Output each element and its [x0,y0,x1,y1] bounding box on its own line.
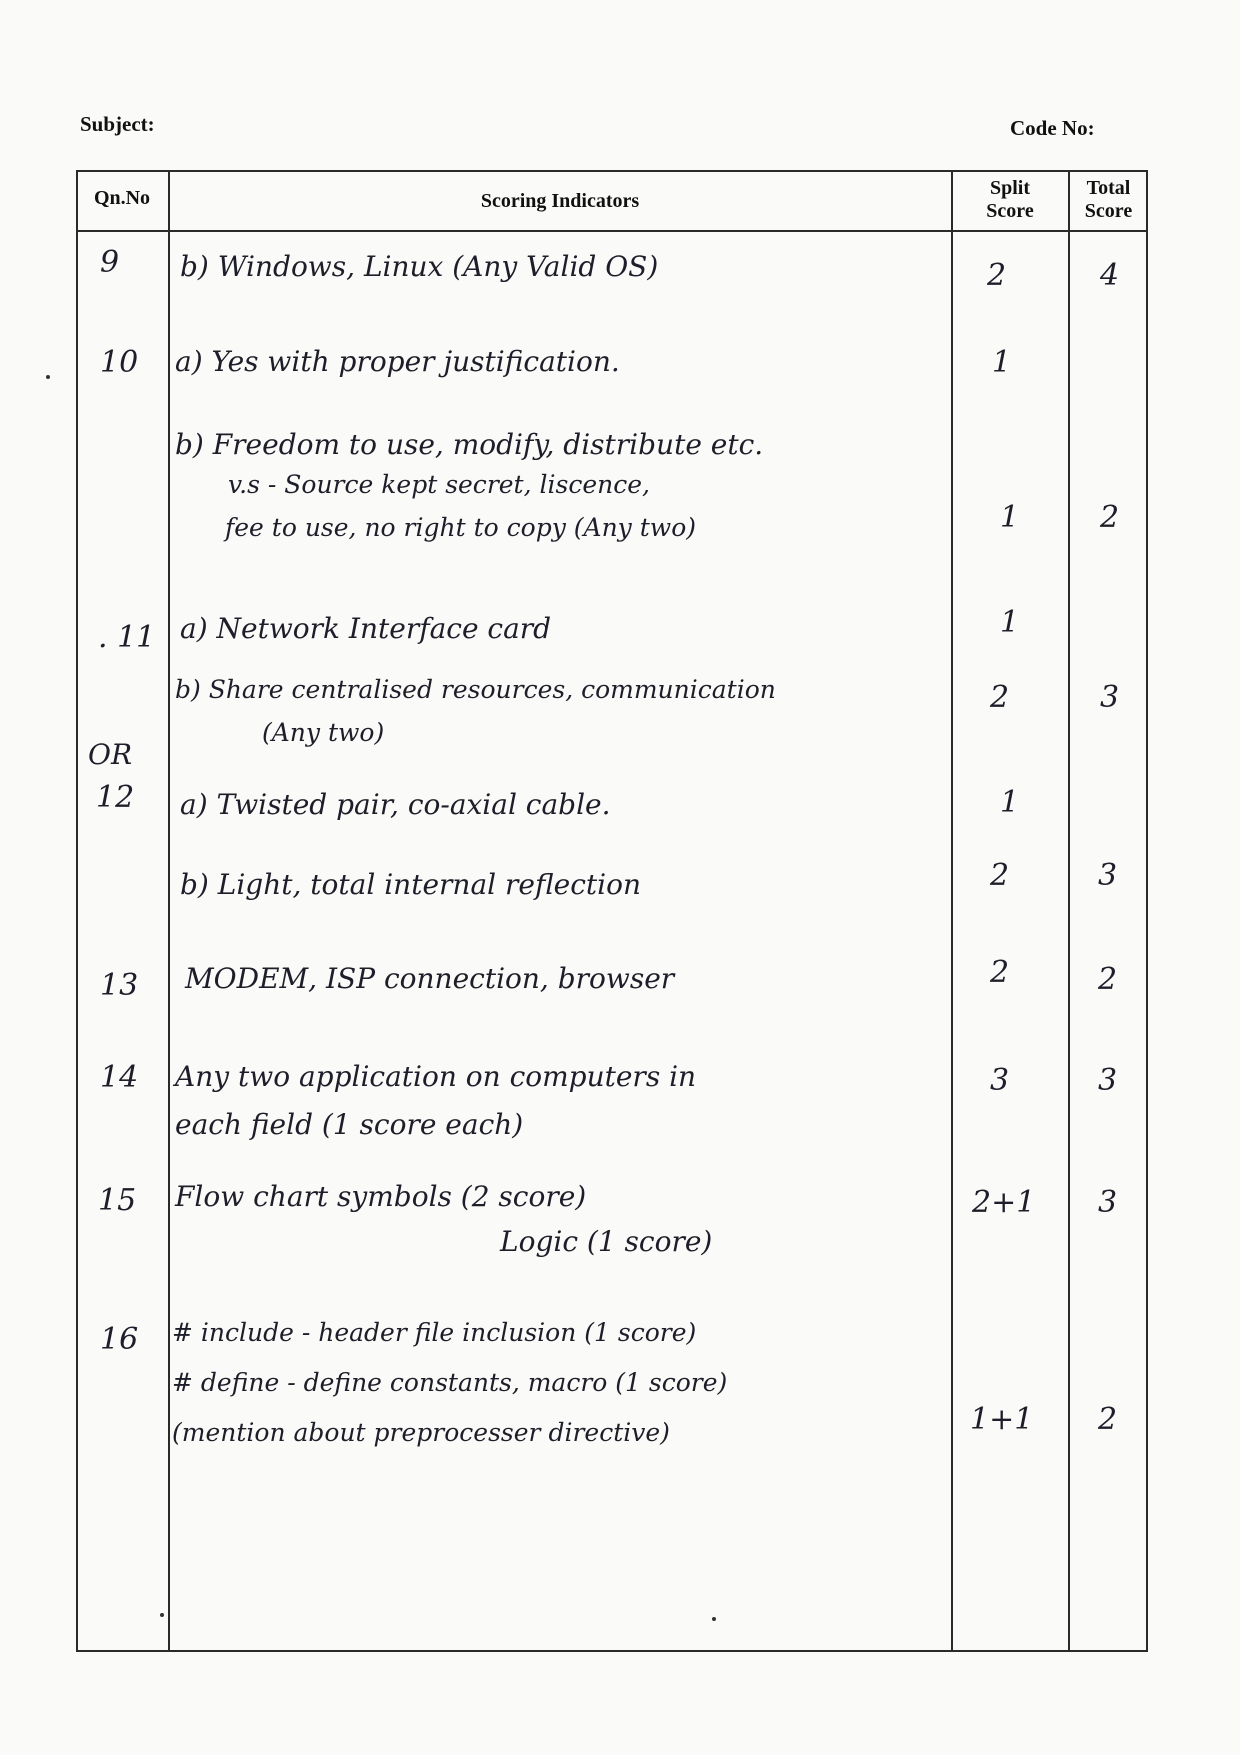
scan-dot [46,375,50,379]
split-header-line: Score [986,200,1034,222]
q11-a-split: 1 [1000,605,1020,640]
q15-total: 3 [1098,1185,1118,1220]
q10-b-line: fee to use, no right to copy (Any two) [225,513,696,542]
scan-dot [160,1613,164,1617]
q13-total: 2 [1098,962,1118,997]
qn-15: 15 [98,1183,137,1218]
qn-12: 12 [96,780,135,815]
split-header-line: Split [989,177,1031,199]
q9-split: 2 [987,258,1007,293]
q9-total: 4 [1100,258,1120,293]
q10-b-line: b) Freedom to use, modify, distribute etc. [175,428,764,461]
q13-answer: MODEM, ISP connection, browser [185,962,675,995]
qn-16: 16 [100,1322,139,1357]
q11-b-split: 2 [990,680,1010,715]
q16-line: # define - define constants, macro (1 score) [172,1368,728,1397]
qn-13: 13 [100,968,139,1003]
q11-total: 3 [1100,680,1120,715]
q11-b-line: b) Share centralised resources, communication [175,675,776,704]
total-header [1070,177,1147,223]
scoring-header: Scoring Indicators [480,190,640,212]
total-header-line: Total [1086,177,1131,199]
q12-a-answer: a) Twisted pair, co-axial cable. [180,788,611,821]
column-divider [168,170,170,1652]
column-divider [951,170,953,1652]
q14-total: 3 [1098,1063,1118,1098]
code-no-label: Code No: [1010,116,1095,140]
q12-b-answer: b) Light, total internal reflection [180,868,641,901]
q16-line: (mention about preprocesser directive) [172,1418,670,1447]
q14-split: 3 [990,1063,1010,1098]
q12-b-split: 2 [990,858,1010,893]
q15-line: Logic (1 score) [500,1225,713,1258]
scan-dot [712,1617,716,1621]
q14-line: each field (1 score each) [175,1108,524,1141]
q16-line: # include - header file inclusion (1 score) [172,1318,697,1347]
q16-total: 2 [1098,1402,1118,1437]
q15-line: Flow chart symbols (2 score) [175,1180,587,1213]
q11-b-line: (Any two) [262,718,385,747]
qn-9: 9 [100,245,120,280]
qn-14: 14 [100,1060,139,1095]
q10-a-split: 1 [992,345,1012,380]
qn-header: Qn.No [93,187,151,209]
q10-b-split: 1 [1000,500,1020,535]
q13-split: 2 [990,955,1010,990]
q11-a-answer: a) Network Interface card [180,612,552,645]
q12-total: 3 [1098,858,1118,893]
q10-total: 2 [1100,500,1120,535]
qn-11: . 11 [98,620,156,655]
qn-10: 10 [100,345,139,380]
header-divider [76,230,1148,232]
q10-a-answer: a) Yes with proper justification. [175,345,620,378]
or-label: OR [88,738,133,771]
q9-answer: b) Windows, Linux (Any Valid OS) [180,250,659,283]
subject-label: Subject: [80,112,155,136]
total-header-line: Score [1084,200,1133,222]
q16-split: 1+1 [970,1402,1034,1437]
q10-b-line: v.s - Source kept secret, liscence, [228,470,650,499]
q12-a-split: 1 [1000,785,1020,820]
column-divider [1068,170,1070,1652]
q14-line: Any two application on computers in [175,1060,697,1093]
split-header [953,177,1067,223]
q15-split: 2+1 [972,1185,1036,1220]
